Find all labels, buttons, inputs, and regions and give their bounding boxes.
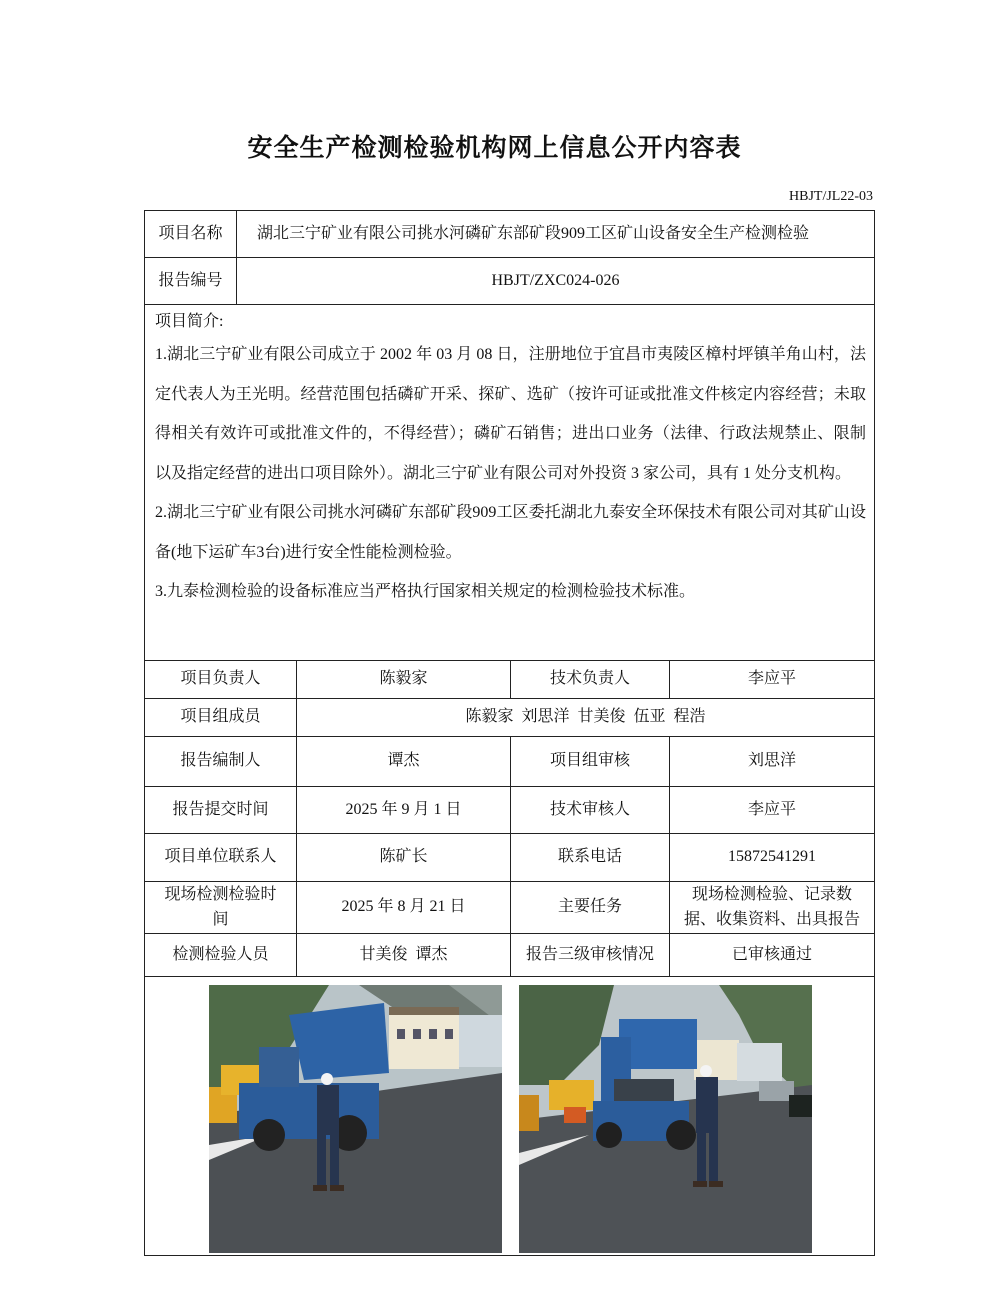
main-task-label: 主要任务 <box>511 882 670 933</box>
members-row <box>145 699 874 737</box>
review-status-label: 报告三级审核情况 <box>511 934 670 976</box>
report-number-value: HBJT/ZXC024-026 <box>491 271 620 289</box>
leader-row <box>145 661 874 699</box>
intro-paragraph-2: 2.湖北三宁矿业有限公司挑水河磷矿东部矿段909工区委托湖北九泰安全环保技术有限公司对其矿山设备(地下运矿车3台)进行安全性能检测检验。 <box>155 504 866 561</box>
site-photo-2-image <box>519 985 812 1253</box>
intro-paragraph-3: 3.九泰检测检验的设备标准应当严格执行国家相关规定的检测检验技术标准。 <box>155 583 696 600</box>
contact-row <box>145 834 874 882</box>
report-number-label: 报告编号 <box>145 258 237 304</box>
report-editor-label: 报告编制人 <box>145 737 297 786</box>
site-photo-1-image <box>209 985 502 1253</box>
tech-reviewer-value: 李应平 <box>747 800 796 818</box>
report-editor-value: 谭杰 <box>297 737 511 786</box>
inspectors-value: 甘美俊 谭杰 <box>297 934 511 976</box>
contact-person-label: 项目单位联系人 <box>145 834 297 881</box>
inspectors-label: 检测检验人员 <box>145 934 297 976</box>
project-leader-value: 陈毅家 <box>297 661 511 698</box>
document-number: HBJT/JL22-03 <box>789 189 873 204</box>
members-label: 项目组成员 <box>145 699 297 736</box>
submit-row <box>145 787 874 834</box>
site-photo-2 <box>519 985 812 1253</box>
phone-label: 联系电话 <box>511 834 670 881</box>
onsite-time-value: 2025 年 8 月 21 日 <box>297 882 511 933</box>
tech-leader-label: 技术负责人 <box>511 661 670 698</box>
group-review-label: 项目组审核 <box>511 737 670 786</box>
tech-leader-value: 李应平 <box>747 670 796 688</box>
main-task-value: 现场检测检验、记录数据、收集资料、出具报告 <box>683 885 860 928</box>
project-intro <box>145 305 874 661</box>
site-photos <box>145 977 874 1255</box>
project-leader-label: 项目负责人 <box>145 661 297 698</box>
onsite-time-label: 现场检测检验时间 <box>145 882 297 933</box>
report-number-row <box>145 258 874 305</box>
onsite-row <box>145 882 874 934</box>
phone-value: 15872541291 <box>728 848 816 866</box>
project-intro-label: 项目简介: <box>155 313 224 330</box>
page-title: 安全生产检测检验机构网上信息公开内容表 <box>247 133 742 162</box>
contact-person-value: 陈矿长 <box>297 834 511 881</box>
group-review-value: 刘思洋 <box>747 752 796 770</box>
project-name-row <box>145 211 874 258</box>
project-name-label: 项目名称 <box>145 211 237 257</box>
intro-paragraph-1: 1.湖北三宁矿业有限公司成立于 2002 年 03 月 08 日，注册地位于宜昌市夷陵区樟村坪镇羊角山村，法定代表人为王光明。经营范围包括磷矿开采、探矿、选矿（按许可证或批准文件核定内容经营；未取得相关有效许可或批准文件的，不得经营）；磷矿石销售；进出口业务（法律、行政法规禁止、限制以及指定经营的进出口项目除外）。湖北三宁矿业有限公司对外投资 3 家公司，具有 1 处分支机构。 <box>155 346 866 482</box>
review-status-value: 已审核通过 <box>731 945 812 963</box>
info-table <box>144 210 875 1256</box>
submit-time-label: 报告提交时间 <box>145 787 297 833</box>
members-value: 陈毅家 刘思洋 甘美俊 伍亚 程浩 <box>465 708 706 726</box>
submit-time-value: 2025 年 9 月 1 日 <box>297 787 511 833</box>
tech-reviewer-label: 技术审核人 <box>511 787 670 833</box>
editor-row <box>145 737 874 787</box>
project-name-value: 湖北三宁矿业有限公司挑水河磷矿东部矿段909工区矿山设备安全生产检测检验 <box>257 224 810 242</box>
site-photo-1 <box>209 985 502 1253</box>
staff-row <box>145 934 874 977</box>
